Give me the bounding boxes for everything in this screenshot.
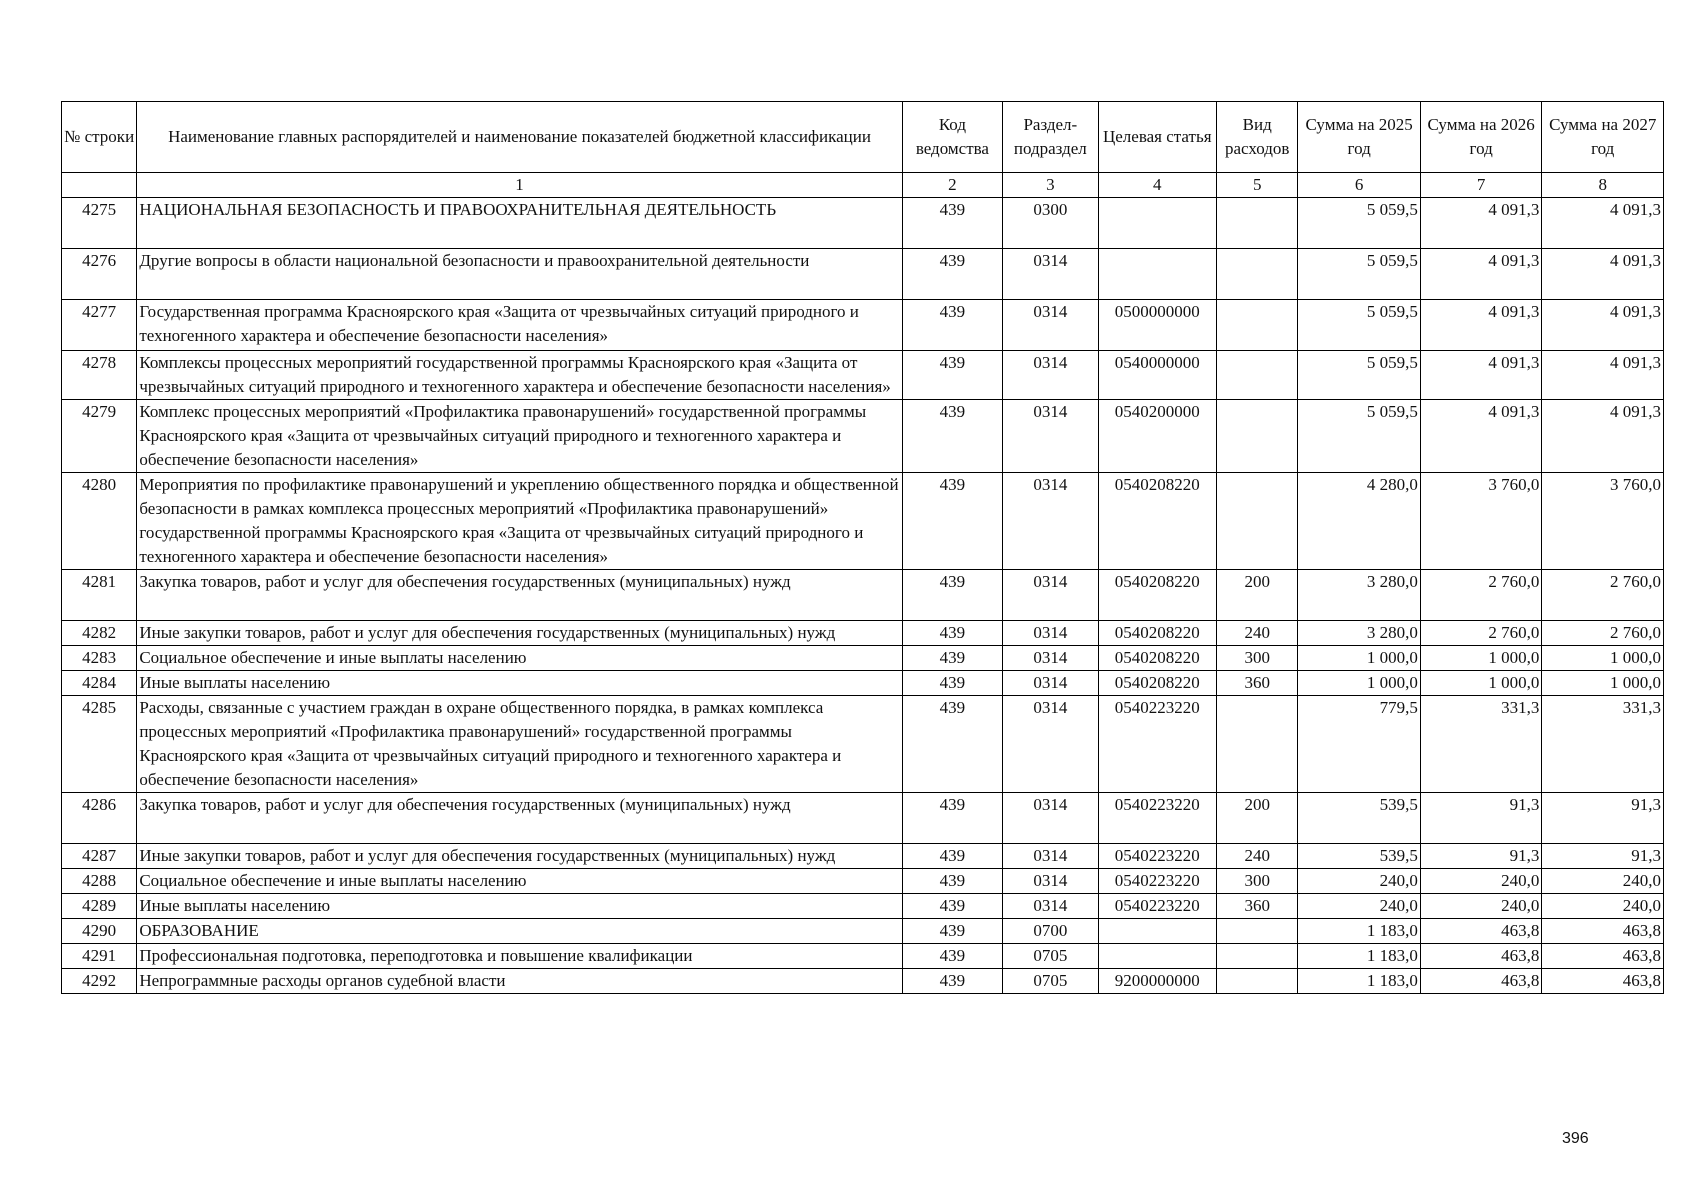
row-number: 4284 bbox=[62, 671, 137, 696]
table-row bbox=[62, 671, 1664, 696]
row-name: НАЦИОНАЛЬНАЯ БЕЗОПАСНОСТЬ И ПРАВООХРАНИТЕЛЬНАЯ ДЕЯТЕЛЬНОСТЬ bbox=[137, 198, 902, 249]
row-number: 4287 bbox=[62, 844, 137, 869]
section-code: 0705 bbox=[1003, 944, 1098, 969]
sum-2027: 2 760,0 bbox=[1542, 570, 1664, 621]
section-code: 0314 bbox=[1003, 894, 1098, 919]
sum-2025: 539,5 bbox=[1298, 793, 1421, 844]
row-number: 4277 bbox=[62, 300, 137, 351]
expense-type bbox=[1217, 351, 1298, 400]
sum-2027: 91,3 bbox=[1542, 844, 1664, 869]
sum-2025: 5 059,5 bbox=[1298, 300, 1421, 351]
column-number: 2 bbox=[902, 173, 1002, 198]
row-name: Закупка товаров, работ и услуг для обеспечения государственных (муниципальных) нужд bbox=[137, 793, 902, 844]
sum-2026: 331,3 bbox=[1420, 696, 1542, 793]
department-code: 439 bbox=[902, 696, 1002, 793]
expense-type: 200 bbox=[1217, 570, 1298, 621]
section-code: 0314 bbox=[1003, 646, 1098, 671]
row-name: Закупка товаров, работ и услуг для обеспечения государственных (муниципальных) нужд bbox=[137, 570, 902, 621]
sum-2027: 463,8 bbox=[1542, 969, 1664, 994]
row-number: 4292 bbox=[62, 969, 137, 994]
sum-2025: 1 183,0 bbox=[1298, 919, 1421, 944]
table-row bbox=[62, 621, 1664, 646]
row-name: Иные закупки товаров, работ и услуг для обеспечения государственных (муниципальных) нужд bbox=[137, 844, 902, 869]
row-name: Иные закупки товаров, работ и услуг для обеспечения государственных (муниципальных) нужд bbox=[137, 621, 902, 646]
sum-2026: 4 091,3 bbox=[1420, 249, 1542, 300]
sum-2025: 1 183,0 bbox=[1298, 944, 1421, 969]
sum-2026: 463,8 bbox=[1420, 919, 1542, 944]
row-number: 4290 bbox=[62, 919, 137, 944]
column-number: 6 bbox=[1298, 173, 1421, 198]
table-row bbox=[62, 969, 1664, 994]
sum-2027: 3 760,0 bbox=[1542, 473, 1664, 570]
sum-2027: 463,8 bbox=[1542, 919, 1664, 944]
expense-type bbox=[1217, 969, 1298, 994]
sum-2027: 4 091,3 bbox=[1542, 198, 1664, 249]
department-code: 439 bbox=[902, 198, 1002, 249]
sum-2025: 240,0 bbox=[1298, 894, 1421, 919]
section-code: 0314 bbox=[1003, 570, 1098, 621]
column-number: 4 bbox=[1098, 173, 1217, 198]
target-article: 0540223220 bbox=[1098, 696, 1217, 793]
sum-2026: 91,3 bbox=[1420, 844, 1542, 869]
row-number: 4278 bbox=[62, 351, 137, 400]
sum-2027: 4 091,3 bbox=[1542, 400, 1664, 473]
sum-2027: 2 760,0 bbox=[1542, 621, 1664, 646]
section-code: 0705 bbox=[1003, 969, 1098, 994]
table-row bbox=[62, 198, 1664, 249]
sum-2026: 2 760,0 bbox=[1420, 570, 1542, 621]
sum-2025: 539,5 bbox=[1298, 844, 1421, 869]
sum-2026: 4 091,3 bbox=[1420, 198, 1542, 249]
expense-type: 240 bbox=[1217, 621, 1298, 646]
sum-2026: 91,3 bbox=[1420, 793, 1542, 844]
department-code: 439 bbox=[902, 351, 1002, 400]
table-row bbox=[62, 646, 1664, 671]
row-name: Комплекс процессных мероприятий «Профилактика правонарушений» государственной программы Красноярского края «Защита от чрезвычайных ситуаций природного и техногенного характера и обеспечение безопасности населения» bbox=[137, 400, 902, 473]
sum-2025: 1 183,0 bbox=[1298, 969, 1421, 994]
row-name: Расходы, связанные с участием граждан в охране общественного порядка, в рамках комплекса процессных мероприятий «Профилактика правонарушений» государственной программы Красноярского края «Защита от чрезвычайных ситуаций природного и техногенного характера и обеспечение безопасности населения» bbox=[137, 696, 902, 793]
table-row bbox=[62, 919, 1664, 944]
sum-2026: 240,0 bbox=[1420, 894, 1542, 919]
row-name: Государственная программа Красноярского края «Защита от чрезвычайных ситуаций природного и техногенного характера и обеспечение безопасности населения» bbox=[137, 300, 902, 351]
target-article: 0540208220 bbox=[1098, 570, 1217, 621]
department-code: 439 bbox=[902, 473, 1002, 570]
department-code: 439 bbox=[902, 646, 1002, 671]
target-article bbox=[1098, 249, 1217, 300]
department-code: 439 bbox=[902, 919, 1002, 944]
department-code: 439 bbox=[902, 944, 1002, 969]
row-name: ОБРАЗОВАНИЕ bbox=[137, 919, 902, 944]
target-article: 0540208220 bbox=[1098, 473, 1217, 570]
department-code: 439 bbox=[902, 894, 1002, 919]
expense-type: 360 bbox=[1217, 671, 1298, 696]
page-number: 396 bbox=[1562, 1130, 1589, 1147]
expense-type bbox=[1217, 696, 1298, 793]
row-number: 4276 bbox=[62, 249, 137, 300]
target-article: 0540223220 bbox=[1098, 793, 1217, 844]
sum-2025: 3 280,0 bbox=[1298, 570, 1421, 621]
sum-2027: 463,8 bbox=[1542, 944, 1664, 969]
department-code: 439 bbox=[902, 969, 1002, 994]
section-code: 0314 bbox=[1003, 793, 1098, 844]
column-number: 5 bbox=[1217, 173, 1298, 198]
expense-type bbox=[1217, 944, 1298, 969]
header-target-article: Целевая статья bbox=[1098, 102, 1217, 173]
column-number: 8 bbox=[1542, 173, 1664, 198]
section-code: 0700 bbox=[1003, 919, 1098, 944]
header-sum-2026: Сумма на 2026 год bbox=[1420, 102, 1542, 173]
column-number-row bbox=[62, 173, 1664, 198]
header-sum-2025: Сумма на 2025 год bbox=[1298, 102, 1421, 173]
sum-2027: 240,0 bbox=[1542, 869, 1664, 894]
sum-2025: 3 280,0 bbox=[1298, 621, 1421, 646]
row-number: 4288 bbox=[62, 869, 137, 894]
sum-2027: 4 091,3 bbox=[1542, 351, 1664, 400]
sum-2026: 4 091,3 bbox=[1420, 400, 1542, 473]
target-article: 0540223220 bbox=[1098, 844, 1217, 869]
table-row bbox=[62, 793, 1664, 844]
section-code: 0314 bbox=[1003, 696, 1098, 793]
sum-2025: 4 280,0 bbox=[1298, 473, 1421, 570]
section-code: 0314 bbox=[1003, 621, 1098, 646]
table-row bbox=[62, 844, 1664, 869]
expense-type bbox=[1217, 249, 1298, 300]
expense-type: 360 bbox=[1217, 894, 1298, 919]
row-name: Социальное обеспечение и иные выплаты населению bbox=[137, 869, 902, 894]
sum-2026: 4 091,3 bbox=[1420, 300, 1542, 351]
expense-type: 200 bbox=[1217, 793, 1298, 844]
department-code: 439 bbox=[902, 570, 1002, 621]
row-number: 4283 bbox=[62, 646, 137, 671]
row-number: 4281 bbox=[62, 570, 137, 621]
target-article: 0540208220 bbox=[1098, 671, 1217, 696]
target-article: 0540000000 bbox=[1098, 351, 1217, 400]
row-number: 4280 bbox=[62, 473, 137, 570]
row-number: 4275 bbox=[62, 198, 137, 249]
expense-type bbox=[1217, 400, 1298, 473]
section-code: 0314 bbox=[1003, 400, 1098, 473]
sum-2025: 5 059,5 bbox=[1298, 351, 1421, 400]
table-row bbox=[62, 473, 1664, 570]
target-article: 0540208220 bbox=[1098, 646, 1217, 671]
department-code: 439 bbox=[902, 844, 1002, 869]
target-article bbox=[1098, 944, 1217, 969]
expense-type bbox=[1217, 198, 1298, 249]
target-article bbox=[1098, 919, 1217, 944]
header-expense-type: Вид расходов bbox=[1217, 102, 1298, 173]
department-code: 439 bbox=[902, 869, 1002, 894]
section-code: 0314 bbox=[1003, 671, 1098, 696]
sum-2027: 1 000,0 bbox=[1542, 646, 1664, 671]
department-code: 439 bbox=[902, 400, 1002, 473]
table-row bbox=[62, 570, 1664, 621]
table-row bbox=[62, 696, 1664, 793]
row-name: Профессиональная подготовка, переподготовка и повышение квалификации bbox=[137, 944, 902, 969]
target-article: 0540200000 bbox=[1098, 400, 1217, 473]
row-name: Непрограммные расходы органов судебной власти bbox=[137, 969, 902, 994]
sum-2026: 1 000,0 bbox=[1420, 671, 1542, 696]
row-number: 4291 bbox=[62, 944, 137, 969]
expense-type bbox=[1217, 473, 1298, 570]
section-code: 0314 bbox=[1003, 473, 1098, 570]
table-row bbox=[62, 400, 1664, 473]
budget-table bbox=[61, 101, 1664, 994]
row-name: Мероприятия по профилактике правонарушений и укреплению общественного порядка и общественной безопасности в рамках комплекса процессных мероприятий «Профилактика правонарушений» государственной программы Красноярского края «Защита от чрезвычайных ситуаций природного и техногенного характера и обеспечение безопасности населения» bbox=[137, 473, 902, 570]
expense-type bbox=[1217, 919, 1298, 944]
target-article: 0540223220 bbox=[1098, 869, 1217, 894]
department-code: 439 bbox=[902, 249, 1002, 300]
header-department-code: Код ведомства bbox=[902, 102, 1002, 173]
sum-2027: 1 000,0 bbox=[1542, 671, 1664, 696]
section-code: 0314 bbox=[1003, 249, 1098, 300]
column-number: 7 bbox=[1420, 173, 1542, 198]
row-number: 4282 bbox=[62, 621, 137, 646]
sum-2027: 331,3 bbox=[1542, 696, 1664, 793]
sum-2025: 5 059,5 bbox=[1298, 400, 1421, 473]
sum-2025: 1 000,0 bbox=[1298, 671, 1421, 696]
header-name: Наименование главных распорядителей и наименование показателей бюджетной классификации bbox=[137, 102, 902, 173]
target-article: 9200000000 bbox=[1098, 969, 1217, 994]
sum-2025: 240,0 bbox=[1298, 869, 1421, 894]
table-row bbox=[62, 944, 1664, 969]
department-code: 439 bbox=[902, 793, 1002, 844]
sum-2026: 3 760,0 bbox=[1420, 473, 1542, 570]
target-article: 0540208220 bbox=[1098, 621, 1217, 646]
target-article: 0540223220 bbox=[1098, 894, 1217, 919]
row-number: 4279 bbox=[62, 400, 137, 473]
table-row bbox=[62, 249, 1664, 300]
header-row-number: № строки bbox=[62, 102, 137, 173]
expense-type: 240 bbox=[1217, 844, 1298, 869]
sum-2027: 4 091,3 bbox=[1542, 249, 1664, 300]
table-row bbox=[62, 894, 1664, 919]
column-number: 3 bbox=[1003, 173, 1098, 198]
sum-2025: 1 000,0 bbox=[1298, 646, 1421, 671]
sum-2025: 779,5 bbox=[1298, 696, 1421, 793]
section-code: 0314 bbox=[1003, 351, 1098, 400]
expense-type: 300 bbox=[1217, 646, 1298, 671]
row-number: 4285 bbox=[62, 696, 137, 793]
sum-2025: 5 059,5 bbox=[1298, 198, 1421, 249]
sum-2027: 91,3 bbox=[1542, 793, 1664, 844]
row-name: Социальное обеспечение и иные выплаты населению bbox=[137, 646, 902, 671]
row-number: 4289 bbox=[62, 894, 137, 919]
sum-2026: 240,0 bbox=[1420, 869, 1542, 894]
sum-2026: 2 760,0 bbox=[1420, 621, 1542, 646]
header-section: Раздел-подраздел bbox=[1003, 102, 1098, 173]
section-code: 0314 bbox=[1003, 869, 1098, 894]
header-row bbox=[62, 102, 1664, 173]
section-code: 0300 bbox=[1003, 198, 1098, 249]
expense-type: 300 bbox=[1217, 869, 1298, 894]
row-number: 4286 bbox=[62, 793, 137, 844]
sum-2026: 463,8 bbox=[1420, 944, 1542, 969]
row-name: Другие вопросы в области национальной безопасности и правоохранительной деятельности bbox=[137, 249, 902, 300]
sum-2027: 4 091,3 bbox=[1542, 300, 1664, 351]
section-code: 0314 bbox=[1003, 300, 1098, 351]
section-code: 0314 bbox=[1003, 844, 1098, 869]
department-code: 439 bbox=[902, 671, 1002, 696]
table-row bbox=[62, 869, 1664, 894]
row-name: Иные выплаты населению bbox=[137, 671, 902, 696]
department-code: 439 bbox=[902, 621, 1002, 646]
sum-2026: 463,8 bbox=[1420, 969, 1542, 994]
column-number: 1 bbox=[137, 173, 902, 198]
column-number bbox=[62, 173, 137, 198]
department-code: 439 bbox=[902, 300, 1002, 351]
sum-2026: 4 091,3 bbox=[1420, 351, 1542, 400]
sum-2026: 1 000,0 bbox=[1420, 646, 1542, 671]
table-row bbox=[62, 300, 1664, 351]
header-sum-2027: Сумма на 2027 год bbox=[1542, 102, 1664, 173]
row-name: Иные выплаты населению bbox=[137, 894, 902, 919]
table-row bbox=[62, 351, 1664, 400]
target-article bbox=[1098, 198, 1217, 249]
expense-type bbox=[1217, 300, 1298, 351]
sum-2027: 240,0 bbox=[1542, 894, 1664, 919]
sum-2025: 5 059,5 bbox=[1298, 249, 1421, 300]
row-name: Комплексы процессных мероприятий государственной программы Красноярского края «Защита от чрезвычайных ситуаций природного и техногенного характера и обеспечение безопасности населения» bbox=[137, 351, 902, 400]
target-article: 0500000000 bbox=[1098, 300, 1217, 351]
